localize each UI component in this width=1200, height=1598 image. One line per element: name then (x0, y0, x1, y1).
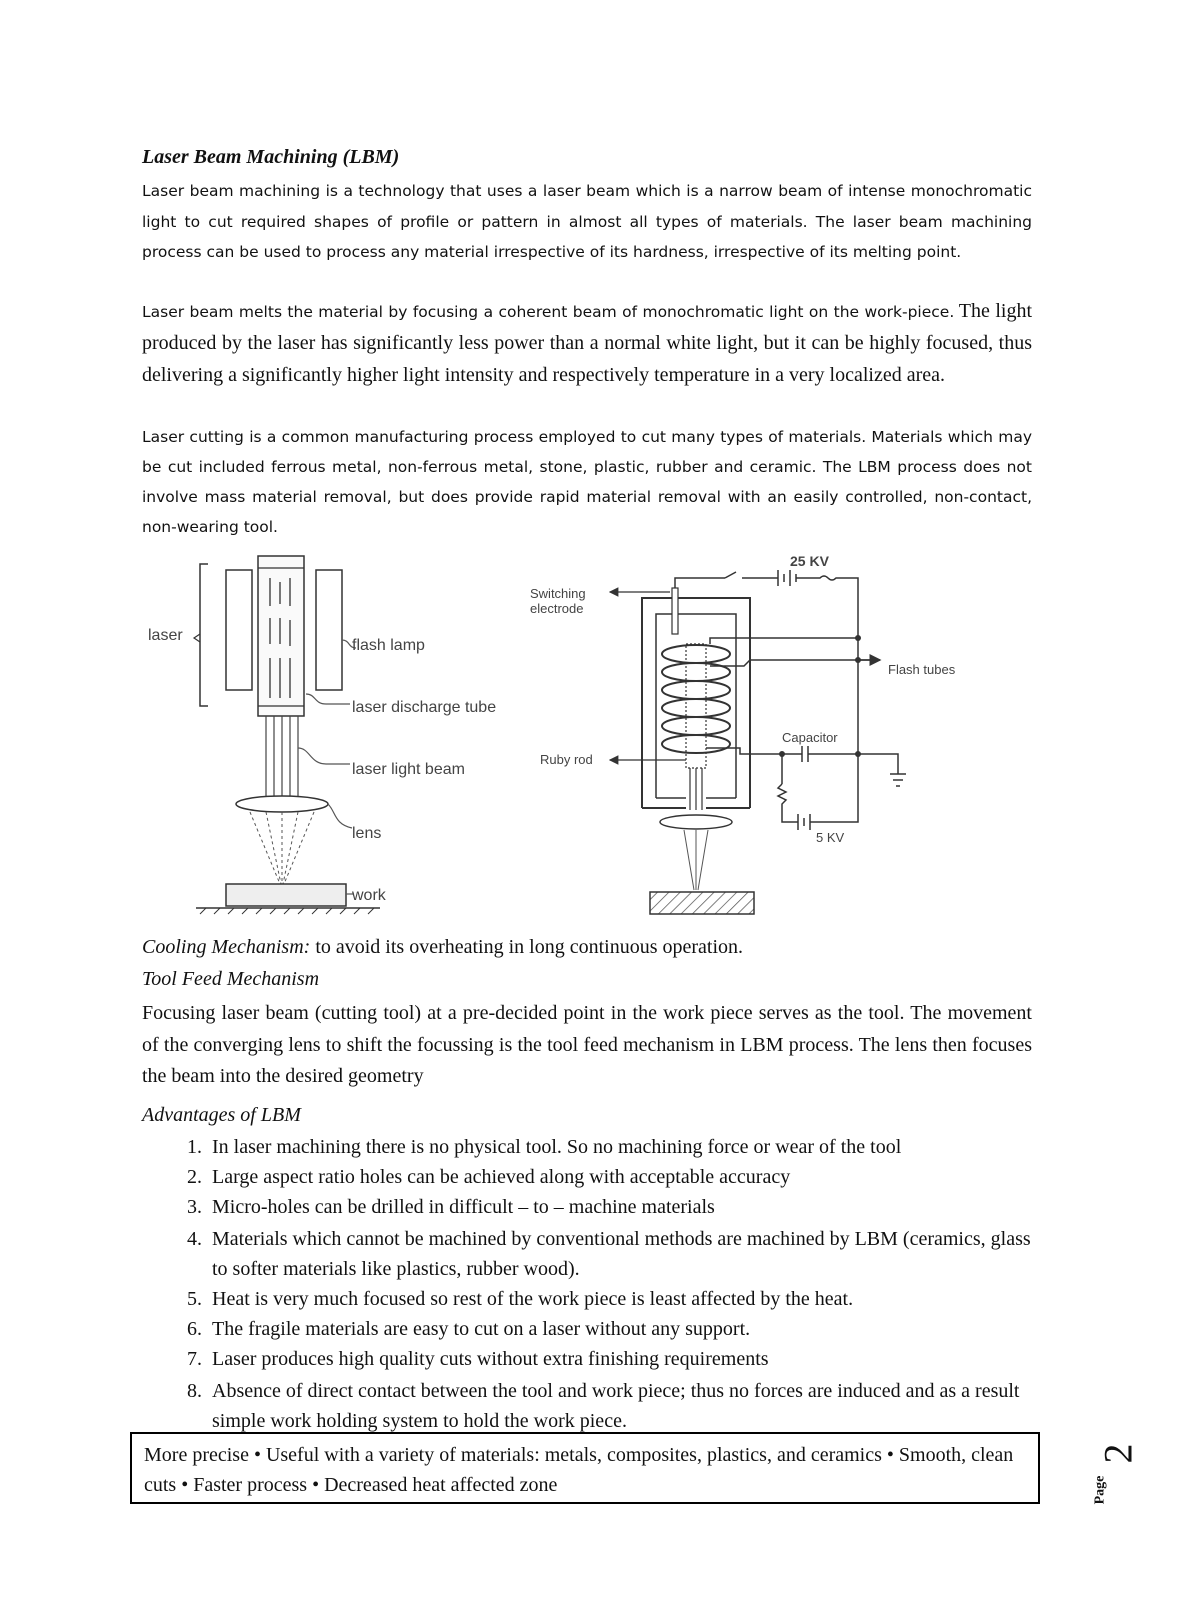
lens-right (660, 815, 732, 829)
work-piece-left (226, 884, 346, 906)
list-item-number: 3. (187, 1196, 202, 1218)
list-item-number: 7. (187, 1348, 202, 1370)
focused-beam (250, 812, 314, 884)
label-flash-lamp: flash lamp (352, 637, 425, 654)
label-laser: laser (148, 627, 183, 644)
work-piece-right (650, 892, 754, 914)
paragraph-melting-part2: The light produced by the laser has significantly less power than a normal white light, but it can be highly focused, thus delivering a significantly higher light intensity and respectively temperature in a very localized area. (142, 300, 1033, 386)
label-5kv: 5 KV (816, 830, 845, 845)
list-item-text: Laser produces high quality cuts without extra finishing requirements (212, 1348, 769, 1370)
section-heading: Laser Beam Machining (LBM) (142, 146, 400, 168)
list-item (142, 1194, 1032, 1220)
cooling-mechanism (142, 936, 743, 959)
flash-lamp-left (226, 570, 252, 690)
flash-lamp-right (316, 570, 342, 690)
switching-electrode (672, 588, 678, 634)
label-25kv: 25 KV (790, 553, 829, 569)
label-work: work (352, 887, 386, 904)
cooling-text: to avoid its overheating in long continuous operation. (310, 936, 744, 958)
list-item-text: Materials which cannot be machined by conventional methods are machined by LBM (ceramics, glass to softer materials like plastics, rubber wood). (212, 1228, 1031, 1280)
list-item-text: Absence of direct contact between the tool and work piece; thus no forces are induced and as a result simple work holding system to hold the work piece. (212, 1380, 1020, 1432)
list-item-text: The fragile materials are easy to cut on a laser without any support. (212, 1318, 751, 1340)
label-discharge-tube: laser discharge tube (352, 699, 497, 716)
list-item-text: In laser machining there is no physical tool. So no machining force or wear of the tool (212, 1136, 902, 1158)
laser-light-beam (266, 716, 298, 796)
lbm-figure (130, 548, 1090, 928)
page-word: Page (1092, 1475, 1108, 1505)
label-lens: lens (352, 825, 382, 842)
list-item (142, 1286, 1032, 1312)
list-item-number: 5. (187, 1288, 202, 1310)
advantages-heading: Advantages of LBM (142, 1104, 301, 1126)
cooling-label: Cooling Mechanism: (142, 936, 311, 958)
advantages-list (142, 1134, 1032, 1438)
list-item (142, 1134, 1032, 1160)
list-item (142, 1376, 1032, 1436)
page-number-label (1092, 1443, 1141, 1520)
ground-symbol (890, 774, 906, 786)
left-laser-diagram (148, 556, 496, 914)
paragraph-cutting: Laser cutting is a common manufacturing process employed to cut many types of materials. Materials which may be cut included ferrous metal, non-ferrous metal, stone, plastic, rubber and ceramic. The LBM process does not involve mass material removal, but does provide rapid material removal with an easily controlled, non-contact, non-wearing tool. (142, 428, 1032, 536)
list-item (142, 1164, 1032, 1190)
right-ruby-laser-diagram (530, 553, 956, 914)
summary-box: More precise • Useful with a variety of materials: metals, composites, plastics, and ceramics • Smooth, clean cuts • Faster process • Decreased heat affected zone (130, 1432, 1040, 1504)
paragraph-melting (142, 296, 1032, 392)
list-item (142, 1224, 1032, 1284)
paragraph-intro: Laser beam machining is a technology that uses a laser beam which is a narrow beam of intense monochromatic light to cut required shapes of profile or pattern in almost all types of materials. The laser beam machining process can be used to process any material irrespective of its hardness, irrespective of its melting point. (142, 182, 1032, 261)
list-item-text: Micro-holes can be drilled in difficult – to – machine materials (212, 1196, 715, 1218)
list-item (142, 1316, 1032, 1342)
page-number: 2 (1095, 1443, 1141, 1464)
list-item-text: Heat is very much focused so rest of the work piece is least affected by the heat. (212, 1288, 854, 1310)
label-capacitor: Capacitor (782, 730, 838, 745)
laser-bracket (200, 564, 208, 706)
paragraph-melting-part1: Laser beam melts the material by focusing a coherent beam of monochromatic light on the work-piece. (142, 303, 955, 321)
label-light-beam: laser light beam (352, 761, 465, 778)
flash-tube-coil (662, 645, 730, 753)
list-item-text: Large aspect ratio holes can be achieved along with acceptable accuracy (212, 1166, 791, 1188)
lens-left (236, 796, 328, 812)
label-flash-tubes: Flash tubes (888, 662, 956, 677)
tool-feed-paragraph: Focusing laser beam (cutting tool) at a pre-decided point in the work piece serves as the tool. The movement of the converging lens to shift the focussing is the tool feed mechanism in LBM process. The lens then focuses the beam into the desired geometry (142, 1002, 1032, 1087)
list-item-number: 1. (187, 1136, 202, 1158)
label-switching: Switching (530, 586, 586, 601)
list-item (142, 1346, 1032, 1372)
laser-discharge-tube (258, 556, 304, 716)
tool-feed-heading: Tool Feed Mechanism (142, 968, 320, 990)
list-item-number: 2. (187, 1166, 202, 1188)
list-item-number: 4. (187, 1228, 202, 1250)
list-item-number: 8. (187, 1380, 202, 1402)
lbm-diagram (130, 548, 1090, 928)
list-item-number: 6. (187, 1318, 202, 1340)
label-ruby-rod: Ruby rod (540, 752, 593, 767)
label-electrode: electrode (530, 601, 584, 616)
